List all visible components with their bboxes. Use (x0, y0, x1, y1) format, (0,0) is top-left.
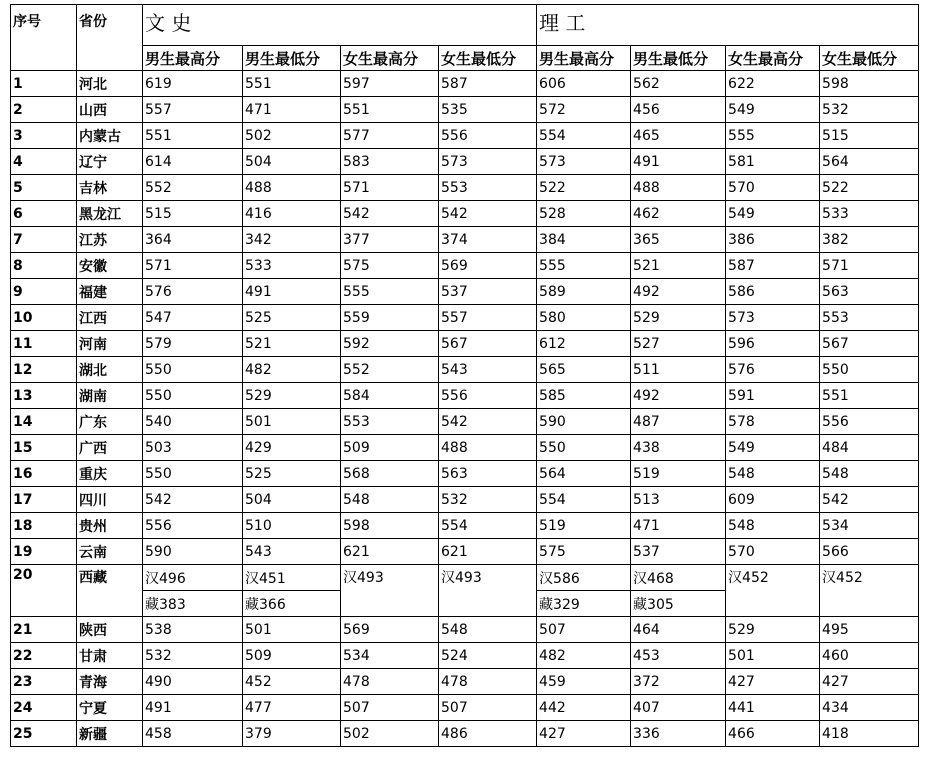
score-cell: 587 (726, 253, 820, 279)
score-cell: 509 (341, 435, 439, 461)
score-cell: 525 (243, 305, 341, 331)
score-cell-han: 汉452 (820, 565, 919, 617)
score-cell: 374 (439, 227, 537, 253)
score-cell: 429 (243, 435, 341, 461)
score-cell: 538 (143, 617, 243, 643)
subheader: 女生最低分 (820, 46, 919, 71)
score-cell: 570 (726, 539, 820, 565)
score-cell: 501 (243, 617, 341, 643)
row-index: 11 (11, 331, 77, 357)
score-cell: 365 (631, 227, 726, 253)
score-cell: 577 (341, 123, 439, 149)
row-index: 13 (11, 383, 77, 409)
score-cell: 510 (243, 513, 341, 539)
score-cell: 452 (243, 669, 341, 695)
row-province: 吉林 (77, 175, 143, 201)
score-cell: 543 (439, 357, 537, 383)
score-cell: 554 (439, 513, 537, 539)
score-cell: 377 (341, 227, 439, 253)
row-index: 19 (11, 539, 77, 565)
score-cell: 556 (820, 409, 919, 435)
score-cell: 532 (143, 643, 243, 669)
table-row (11, 357, 919, 383)
score-cell: 557 (143, 97, 243, 123)
score-cell: 552 (341, 357, 439, 383)
score-cell: 548 (341, 487, 439, 513)
row-index: 3 (11, 123, 77, 149)
score-cell: 551 (341, 97, 439, 123)
score-cell: 550 (820, 357, 919, 383)
row-province: 新疆 (77, 721, 143, 747)
score-cell: 550 (143, 461, 243, 487)
score-cell: 590 (143, 539, 243, 565)
score-cell: 532 (820, 97, 919, 123)
score-cell: 529 (243, 383, 341, 409)
row-index: 14 (11, 409, 77, 435)
score-cell: 478 (341, 669, 439, 695)
score-cell: 564 (820, 149, 919, 175)
score-cell: 464 (631, 617, 726, 643)
score-cell: 587 (439, 71, 537, 97)
score-cell: 471 (631, 513, 726, 539)
score-cell-han: 汉496 (143, 565, 243, 591)
province-header: 省份 (77, 5, 143, 71)
score-cell: 416 (243, 201, 341, 227)
score-cell: 591 (726, 383, 820, 409)
score-cell: 621 (341, 539, 439, 565)
score-cell: 504 (243, 149, 341, 175)
score-cell: 427 (820, 669, 919, 695)
score-cell: 584 (341, 383, 439, 409)
score-cell: 364 (143, 227, 243, 253)
score-cell: 579 (143, 331, 243, 357)
score-cell: 614 (143, 149, 243, 175)
row-province: 湖北 (77, 357, 143, 383)
score-cell: 543 (243, 539, 341, 565)
row-index: 24 (11, 695, 77, 721)
score-cell: 453 (631, 643, 726, 669)
score-cell: 549 (726, 201, 820, 227)
score-cell: 534 (341, 643, 439, 669)
score-cell-zang: 藏329 (537, 591, 631, 617)
row-index: 6 (11, 201, 77, 227)
table-row (11, 461, 919, 487)
score-cell: 575 (341, 253, 439, 279)
score-cell: 519 (537, 513, 631, 539)
table-row (11, 539, 919, 565)
score-cell: 515 (143, 201, 243, 227)
score-cell: 513 (631, 487, 726, 513)
score-cell: 576 (726, 357, 820, 383)
score-cell: 534 (820, 513, 919, 539)
table-row (11, 201, 919, 227)
score-cell: 459 (537, 669, 631, 695)
group-header-ligong: 理 工 (537, 5, 919, 46)
score-cell: 542 (439, 201, 537, 227)
score-cell: 559 (341, 305, 439, 331)
score-cell: 571 (820, 253, 919, 279)
row-index: 21 (11, 617, 77, 643)
score-cell: 465 (631, 123, 726, 149)
subheader: 女生最高分 (341, 46, 439, 71)
score-cell: 586 (726, 279, 820, 305)
score-cell: 573 (439, 149, 537, 175)
score-cell: 486 (439, 721, 537, 747)
score-cell: 492 (631, 279, 726, 305)
score-cell: 569 (341, 617, 439, 643)
score-cell: 524 (439, 643, 537, 669)
table-row (11, 331, 919, 357)
score-cell: 549 (726, 97, 820, 123)
score-cell: 596 (726, 331, 820, 357)
score-cell: 551 (143, 123, 243, 149)
score-cell-han: 汉452 (726, 565, 820, 617)
row-province: 山西 (77, 97, 143, 123)
score-cell: 488 (631, 175, 726, 201)
score-cell: 487 (631, 409, 726, 435)
table-row (11, 669, 919, 695)
score-cell: 491 (243, 279, 341, 305)
score-cell: 462 (631, 201, 726, 227)
table-row (11, 123, 919, 149)
score-cell: 570 (726, 175, 820, 201)
score-cell: 533 (820, 201, 919, 227)
score-cell: 407 (631, 695, 726, 721)
score-cell: 553 (439, 175, 537, 201)
score-cell: 525 (243, 461, 341, 487)
row-province: 青海 (77, 669, 143, 695)
group-header-row (11, 5, 919, 46)
score-cell: 488 (439, 435, 537, 461)
score-cell: 386 (726, 227, 820, 253)
score-cell: 555 (537, 253, 631, 279)
score-cell: 557 (439, 305, 537, 331)
score-cell-zang: 藏305 (631, 591, 726, 617)
row-index: 20 (11, 565, 77, 617)
table-row (11, 175, 919, 201)
score-cell: 507 (439, 695, 537, 721)
row-index: 2 (11, 97, 77, 123)
score-cell: 501 (726, 643, 820, 669)
score-cell: 551 (820, 383, 919, 409)
row-province: 河南 (77, 331, 143, 357)
score-cell: 519 (631, 461, 726, 487)
subheader: 女生最低分 (439, 46, 537, 71)
score-cell: 342 (243, 227, 341, 253)
score-cell: 504 (243, 487, 341, 513)
score-cell: 547 (143, 305, 243, 331)
subheader: 男生最高分 (143, 46, 243, 71)
score-cell: 460 (820, 643, 919, 669)
score-cell: 336 (631, 721, 726, 747)
score-cell: 609 (726, 487, 820, 513)
row-province: 陕西 (77, 617, 143, 643)
score-cell: 550 (143, 357, 243, 383)
score-cell: 542 (439, 409, 537, 435)
score-cell: 528 (537, 201, 631, 227)
score-cell-zang: 藏383 (143, 591, 243, 617)
table-row (11, 97, 919, 123)
score-cell: 382 (820, 227, 919, 253)
score-cell: 537 (439, 279, 537, 305)
score-cell: 554 (537, 123, 631, 149)
score-cell: 427 (537, 721, 631, 747)
score-cell: 507 (341, 695, 439, 721)
score-cell: 507 (537, 617, 631, 643)
score-cell: 585 (537, 383, 631, 409)
score-cell: 598 (820, 71, 919, 97)
row-index: 5 (11, 175, 77, 201)
score-cell: 578 (726, 409, 820, 435)
row-province: 宁夏 (77, 695, 143, 721)
score-cell: 548 (439, 617, 537, 643)
score-cell: 550 (143, 383, 243, 409)
score-cell: 551 (243, 71, 341, 97)
score-cell: 542 (143, 487, 243, 513)
score-cell: 442 (537, 695, 631, 721)
row-index: 17 (11, 487, 77, 513)
score-cell: 441 (726, 695, 820, 721)
subheader: 女生最高分 (726, 46, 820, 71)
row-province: 江苏 (77, 227, 143, 253)
score-cell: 619 (143, 71, 243, 97)
score-cell: 491 (143, 695, 243, 721)
score-cell: 575 (537, 539, 631, 565)
score-cell: 562 (631, 71, 726, 97)
table-row (11, 617, 919, 643)
score-cell: 597 (341, 71, 439, 97)
score-cell: 622 (726, 71, 820, 97)
score-cell: 478 (439, 669, 537, 695)
score-cell: 535 (439, 97, 537, 123)
score-cell-han: 汉451 (243, 565, 341, 591)
score-cell: 553 (820, 305, 919, 331)
score-cell: 598 (341, 513, 439, 539)
score-cell: 566 (820, 539, 919, 565)
row-index: 22 (11, 643, 77, 669)
score-cell: 482 (537, 643, 631, 669)
score-cell: 540 (143, 409, 243, 435)
score-cell: 556 (439, 383, 537, 409)
score-cell: 576 (143, 279, 243, 305)
score-cell: 554 (537, 487, 631, 513)
score-cell: 606 (537, 71, 631, 97)
row-province: 辽宁 (77, 149, 143, 175)
row-index: 23 (11, 669, 77, 695)
score-cell: 549 (726, 435, 820, 461)
score-cell-han: 汉468 (631, 565, 726, 591)
score-cell: 482 (243, 357, 341, 383)
score-cell: 502 (243, 123, 341, 149)
row-index: 10 (11, 305, 77, 331)
score-cell: 550 (537, 435, 631, 461)
score-cell: 511 (631, 357, 726, 383)
table-row-tibet (11, 565, 919, 591)
table-row (11, 487, 919, 513)
score-cell: 571 (143, 253, 243, 279)
row-index: 8 (11, 253, 77, 279)
table-row (11, 253, 919, 279)
score-cell: 492 (631, 383, 726, 409)
score-cell: 567 (820, 331, 919, 357)
score-cell: 532 (439, 487, 537, 513)
score-cell: 568 (341, 461, 439, 487)
row-index: 9 (11, 279, 77, 305)
score-cell: 471 (243, 97, 341, 123)
score-cell: 458 (143, 721, 243, 747)
subheader-row (11, 46, 919, 71)
row-province: 重庆 (77, 461, 143, 487)
score-cell: 509 (243, 643, 341, 669)
table-row (11, 227, 919, 253)
score-cell: 529 (726, 617, 820, 643)
score-cell: 521 (243, 331, 341, 357)
score-cell-han: 汉493 (341, 565, 439, 617)
row-province: 广西 (77, 435, 143, 461)
row-province: 内蒙古 (77, 123, 143, 149)
score-cell: 567 (439, 331, 537, 357)
score-cell: 491 (631, 149, 726, 175)
score-cell: 438 (631, 435, 726, 461)
score-cell: 529 (631, 305, 726, 331)
score-cell: 589 (537, 279, 631, 305)
score-cell: 495 (820, 617, 919, 643)
score-cell: 563 (439, 461, 537, 487)
score-cell: 569 (439, 253, 537, 279)
row-index: 18 (11, 513, 77, 539)
subheader: 男生最高分 (537, 46, 631, 71)
score-cell: 552 (143, 175, 243, 201)
table-row (11, 383, 919, 409)
group-header-wenshi: 文 史 (143, 5, 537, 46)
score-cell: 563 (820, 279, 919, 305)
score-cell: 533 (243, 253, 341, 279)
score-cell: 553 (341, 409, 439, 435)
row-index: 15 (11, 435, 77, 461)
table-row (11, 71, 919, 97)
score-cell: 418 (820, 721, 919, 747)
score-cell: 571 (341, 175, 439, 201)
score-cell: 592 (341, 331, 439, 357)
row-province: 云南 (77, 539, 143, 565)
row-province: 黑龙江 (77, 201, 143, 227)
score-cell: 542 (820, 487, 919, 513)
row-province: 甘肃 (77, 643, 143, 669)
score-cell: 621 (439, 539, 537, 565)
row-province: 湖南 (77, 383, 143, 409)
score-cell: 490 (143, 669, 243, 695)
score-cell: 466 (726, 721, 820, 747)
score-cell: 573 (537, 149, 631, 175)
score-cell: 515 (820, 123, 919, 149)
score-cell-zang: 藏366 (243, 591, 341, 617)
score-cell: 548 (820, 461, 919, 487)
score-cell: 581 (726, 149, 820, 175)
score-cell-han: 汉586 (537, 565, 631, 591)
row-province: 广东 (77, 409, 143, 435)
score-cell: 522 (820, 175, 919, 201)
score-cell: 477 (243, 695, 341, 721)
score-cell: 527 (631, 331, 726, 357)
score-cell: 484 (820, 435, 919, 461)
table-row (11, 409, 919, 435)
row-index: 7 (11, 227, 77, 253)
subheader: 男生最低分 (243, 46, 341, 71)
score-cell-han: 汉493 (439, 565, 537, 617)
score-cell: 522 (537, 175, 631, 201)
row-province: 江西 (77, 305, 143, 331)
row-province: 四川 (77, 487, 143, 513)
row-province: 河北 (77, 71, 143, 97)
score-cell: 572 (537, 97, 631, 123)
score-cell: 548 (726, 461, 820, 487)
table-row (11, 721, 919, 747)
row-province: 福建 (77, 279, 143, 305)
score-cell: 565 (537, 357, 631, 383)
score-cell: 555 (726, 123, 820, 149)
score-table (10, 4, 919, 747)
score-cell: 521 (631, 253, 726, 279)
index-header: 序号 (11, 5, 77, 71)
score-cell: 379 (243, 721, 341, 747)
table-row (11, 279, 919, 305)
row-index: 16 (11, 461, 77, 487)
score-cell: 502 (341, 721, 439, 747)
score-cell: 427 (726, 669, 820, 695)
score-cell: 590 (537, 409, 631, 435)
score-cell: 564 (537, 461, 631, 487)
score-cell: 556 (143, 513, 243, 539)
row-province: 贵州 (77, 513, 143, 539)
row-index: 4 (11, 149, 77, 175)
score-cell: 556 (439, 123, 537, 149)
table-row (11, 643, 919, 669)
table-row (11, 149, 919, 175)
score-cell: 488 (243, 175, 341, 201)
table-row (11, 305, 919, 331)
score-cell: 456 (631, 97, 726, 123)
score-cell: 503 (143, 435, 243, 461)
score-cell: 548 (726, 513, 820, 539)
row-index: 1 (11, 71, 77, 97)
subheader: 男生最低分 (631, 46, 726, 71)
score-cell: 501 (243, 409, 341, 435)
score-cell: 555 (341, 279, 439, 305)
score-cell: 573 (726, 305, 820, 331)
table-row (11, 695, 919, 721)
score-cell: 537 (631, 539, 726, 565)
score-cell: 612 (537, 331, 631, 357)
score-cell: 372 (631, 669, 726, 695)
table-row (11, 435, 919, 461)
score-cell: 542 (341, 201, 439, 227)
table-row (11, 513, 919, 539)
row-index: 25 (11, 721, 77, 747)
row-province: 西藏 (77, 565, 143, 617)
row-index: 12 (11, 357, 77, 383)
score-cell: 583 (341, 149, 439, 175)
row-province: 安徽 (77, 253, 143, 279)
score-cell: 384 (537, 227, 631, 253)
score-cell: 434 (820, 695, 919, 721)
score-cell: 580 (537, 305, 631, 331)
